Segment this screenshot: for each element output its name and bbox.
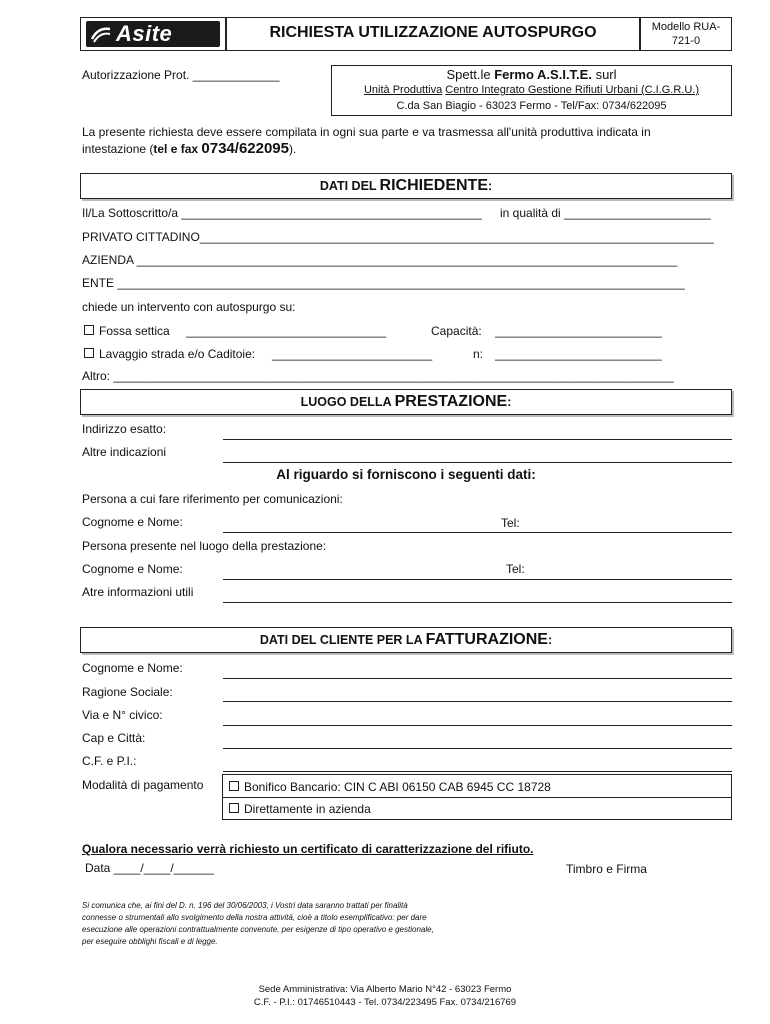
n-label: n: [473,347,484,361]
persona-riferimento-label: Persona a cui fare riferimento per comunicazioni: [82,492,343,506]
footer-line1: Sede Amministrativa: Via Alberto Mario N°42 - 63023 Fermo [258,984,512,995]
cf-pi-line[interactable] [223,771,732,772]
indirizzo-label: Indirizzo esatto: [82,422,167,436]
azienda-field[interactable]: AZIENDA _________________________________________________________________________________ [82,253,678,267]
chiede-text: chiede un intervento con autospurgo su: [82,300,296,314]
cliente-cognome-label: Cognome e Nome: [82,661,183,675]
privacy-line3: esecuzione alle operazioni contrattualmente convenute, per esigenze di tipo operativo e gestionale, [82,925,434,934]
payment-divider [222,797,732,798]
indirizzo-line[interactable] [223,439,732,440]
model-code-line1: Modello RUA- [651,21,721,33]
cliente-cognome-line[interactable] [223,678,732,679]
logo-text: Asite [116,21,173,46]
fossa-line[interactable]: ______________________________ [186,324,387,338]
tel-1-label: Tel: [501,516,520,530]
logo-swoosh-icon [90,23,112,45]
altre-indicazioni-line[interactable] [223,462,732,463]
altre-info-line[interactable] [223,602,732,603]
privato-field[interactable]: PRIVATO CITTADINO_____________________________________________________________________________ [82,230,714,244]
lavaggio-checkbox[interactable] [84,348,94,358]
capacita-label: Capacità: [431,324,482,338]
recipient-line2: Unità Produttiva Centro Integrato Gestione Rifiuti Urbani (C.I.G.R.U.) [363,84,700,96]
via-civico-label: Via e N° civico: [82,708,163,722]
via-civico-line[interactable] [223,725,732,726]
privacy-line2: connesse o strumentali allo svolgimento della nostra attività, cioè a titolo esemplificativo: per dare [82,913,427,922]
lavaggio-option[interactable]: Lavaggio strada e/o Caditoie: [84,347,255,361]
cognome-nome-1-line[interactable] [223,532,732,533]
sottoscritto-field[interactable]: Il/La Sottoscritto/a _____________________________________________ [82,206,482,220]
section-header-prestazione: LUOGO DELLA PRESTAZIONE : [80,389,732,415]
bonifico-checkbox[interactable] [229,781,239,791]
fossa-checkbox[interactable] [84,325,94,335]
certificato-notice: Qualora necessario verrà richiesto un certificato di caratterizzazione del rifiuto. [82,842,534,856]
n-line[interactable]: _________________________ [495,347,662,361]
privacy-line4: per eseguire obblighi fiscali e di legge. [82,937,218,946]
recipient-line3: C.da San Biagio - 63023 Fermo - Tel/Fax: 0734/622095 [396,100,667,112]
cap-citta-label: Cap e Città: [82,731,146,745]
privacy-line1: Si comunica che, ai fini del D. n. 196 del 30/06/2003, i Vostri data saranno trattati per finalità [82,901,408,910]
qualita-field[interactable]: in qualità di ______________________ [500,206,711,220]
timbro-firma-label: Timbro e Firma [566,862,647,876]
ragione-sociale-label: Ragione Sociale: [82,685,173,699]
lavaggio-line[interactable]: ________________________ [272,347,433,361]
cognome-nome-2-label: Cognome e Nome: [82,562,183,576]
recipient-line1: Spett.le Fermo A.S.I.T.E. surl [446,67,617,82]
cognome-nome-1-label: Cognome e Nome: [82,515,183,529]
persona-presente-label: Persona presente nel luogo della prestazione: [82,539,327,553]
cognome-nome-2-line[interactable] [223,579,732,580]
cf-pi-label: C.F. e P.I.: [82,754,137,768]
footer-line2: C.F. - P.I.: 01746510443 - Tel. 0734/223495 Fax. 0734/216769 [253,997,517,1008]
data-field[interactable]: Data ____/____/______ [85,861,214,875]
page-title: RICHIESTA UTILIZZAZIONE AUTOSPURGO [269,24,597,41]
altre-info-label: Atre informazioni utili [82,585,194,599]
ragione-sociale-line[interactable] [223,701,732,702]
direttamente-checkbox[interactable] [229,803,239,813]
intro-line2: intestazione (tel e fax 0734/622095). [82,140,297,157]
asite-logo [86,21,220,47]
intro-line1: La presente richiesta deve essere compilata in ogni sua parte e va trasmessa all'unità produttiva indicata in [82,125,651,139]
altro-field[interactable]: Altro: ____________________________________________________________________________________ [82,369,674,383]
model-code-line2: 721-0 [671,35,701,47]
direttamente-option[interactable]: Direttamente in azienda [229,802,371,816]
section-header-richiedente: DATI DEL RICHIEDENTE : [80,173,732,199]
cap-citta-line[interactable] [223,748,732,749]
bonifico-option[interactable]: Bonifico Bancario: CIN C ABI 06150 CAB 6945 CC 18728 [229,780,551,794]
ente-field[interactable]: ENTE _____________________________________________________________________________________ [82,276,685,290]
authorization-protocol: Autorizzazione Prot. _____________ [82,68,280,82]
fossa-option[interactable]: Fossa settica [84,324,170,338]
modalita-pagamento-label: Modalità di pagamento [82,778,204,792]
altre-indicazioni-label: Altre indicazioni [82,445,167,459]
capacita-line[interactable]: _________________________ [495,324,662,338]
riguardo-heading: Al riguardo si forniscono i seguenti dati: [276,467,536,482]
tel-2-label: Tel: [506,562,525,576]
section-header-fatturazione: DATI DEL CLIENTE PER LA FATTURAZIONE : [80,627,732,653]
